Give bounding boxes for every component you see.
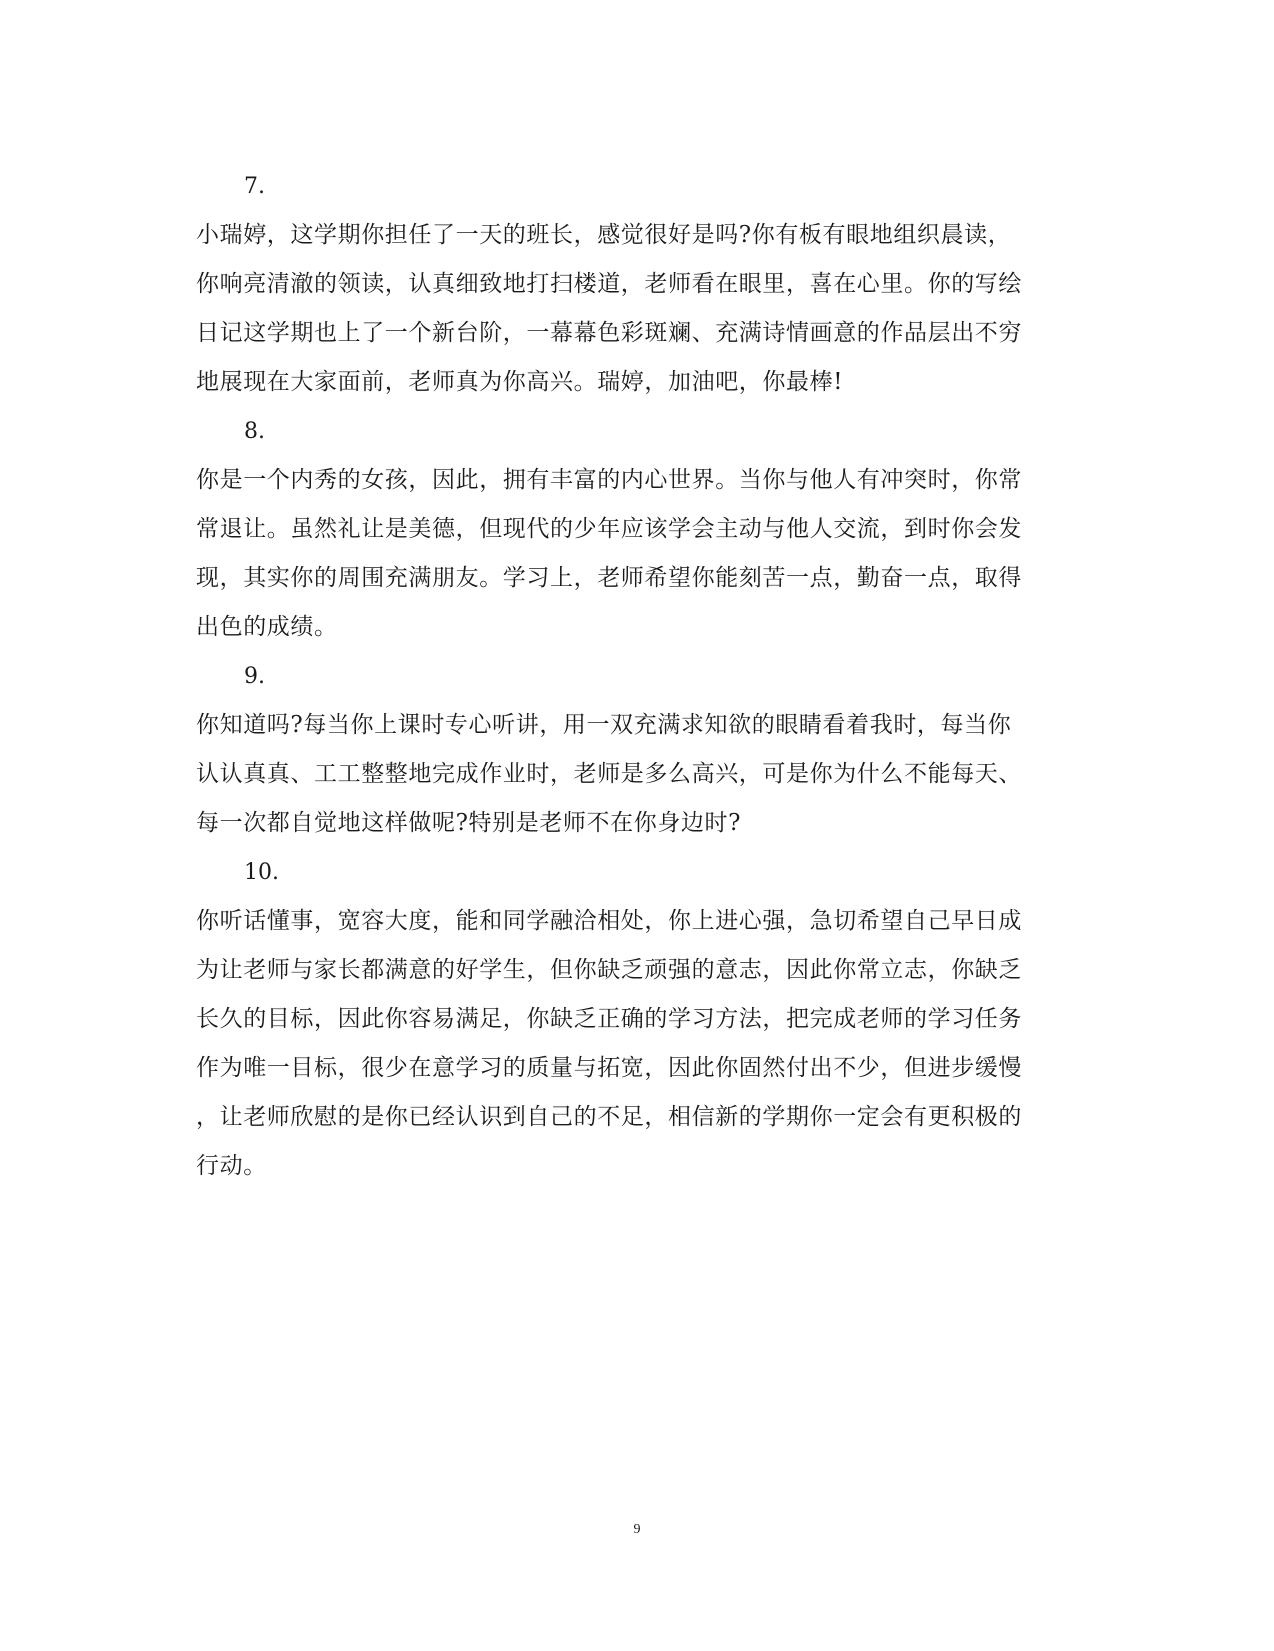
entry-text-line: 作为唯一目标，很少在意学习的质量与拓宽，因此你固然付出不少，但进步缓慢	[196, 1055, 1022, 1081]
entry-text-line: 你是一个内秀的女孩，因此，拥有丰富的内心世界。当你与他人有冲突时，你常	[196, 467, 1022, 493]
entry-text-line: 常退让。虽然礼让是美德，但现代的少年应该学会主动与他人交流，到时你会发	[196, 516, 1022, 542]
entry-text-line: 小瑞婷，这学期你担任了一天的班长，感觉很好是吗?你有板有眼地组织晨读，	[196, 222, 1012, 248]
entry-text-line: 行动。	[196, 1153, 267, 1179]
entry-text-line: ，让老师欣慰的是你已经认识到自己的不足，相信新的学期你一定会有更积极的	[196, 1104, 1022, 1130]
entry-text-line: 你响亮清澈的领读，认真细致地打扫楼道，老师看在眼里，喜在心里。你的写绘	[196, 271, 1022, 297]
entry-number: 7.	[244, 174, 265, 199]
entry-text-line: 你知道吗?每当你上课时专心听讲，用一双充满求知欲的眼睛看着我时，每当你	[196, 712, 1012, 738]
page-number: 9	[633, 1522, 641, 1537]
entry-number: 9.	[244, 664, 265, 689]
entry-number: 8.	[244, 419, 265, 444]
entry-text-line: 地展现在大家面前，老师真为你高兴。瑞婷，加油吧，你最棒!	[196, 369, 844, 395]
entry-text-line: 日记这学期也上了一个新台阶，一幕幕色彩斑斓、充满诗情画意的作品层出不穷	[196, 320, 1022, 346]
entry-text-line: 每一次都自觉地这样做呢?特别是老师不在你身边时?	[196, 810, 742, 836]
document-body	[196, 162, 1076, 1191]
entry-text-line: 现，其实你的周围充满朋友。学习上，老师希望你能刻苦一点，勤奋一点，取得	[196, 565, 1022, 591]
entry-text-line: 认认真真、工工整整地完成作业时，老师是多么高兴，可是你为什么不能每天、	[196, 761, 1022, 787]
entry-number: 10.	[244, 860, 279, 885]
entry-text-line: 你听话懂事，宽容大度，能和同学融洽相处，你上进心强，急切希望自己早日成	[196, 908, 1022, 934]
entry-text-line: 出色的成绩。	[196, 614, 338, 640]
entry-text-line: 长久的目标，因此你容易满足，你缺乏正确的学习方法，把完成老师的学习任务	[196, 1006, 1022, 1032]
entry-text-line: 为让老师与家长都满意的好学生，但你缺乏顽强的意志，因此你常立志，你缺乏	[196, 957, 1022, 983]
